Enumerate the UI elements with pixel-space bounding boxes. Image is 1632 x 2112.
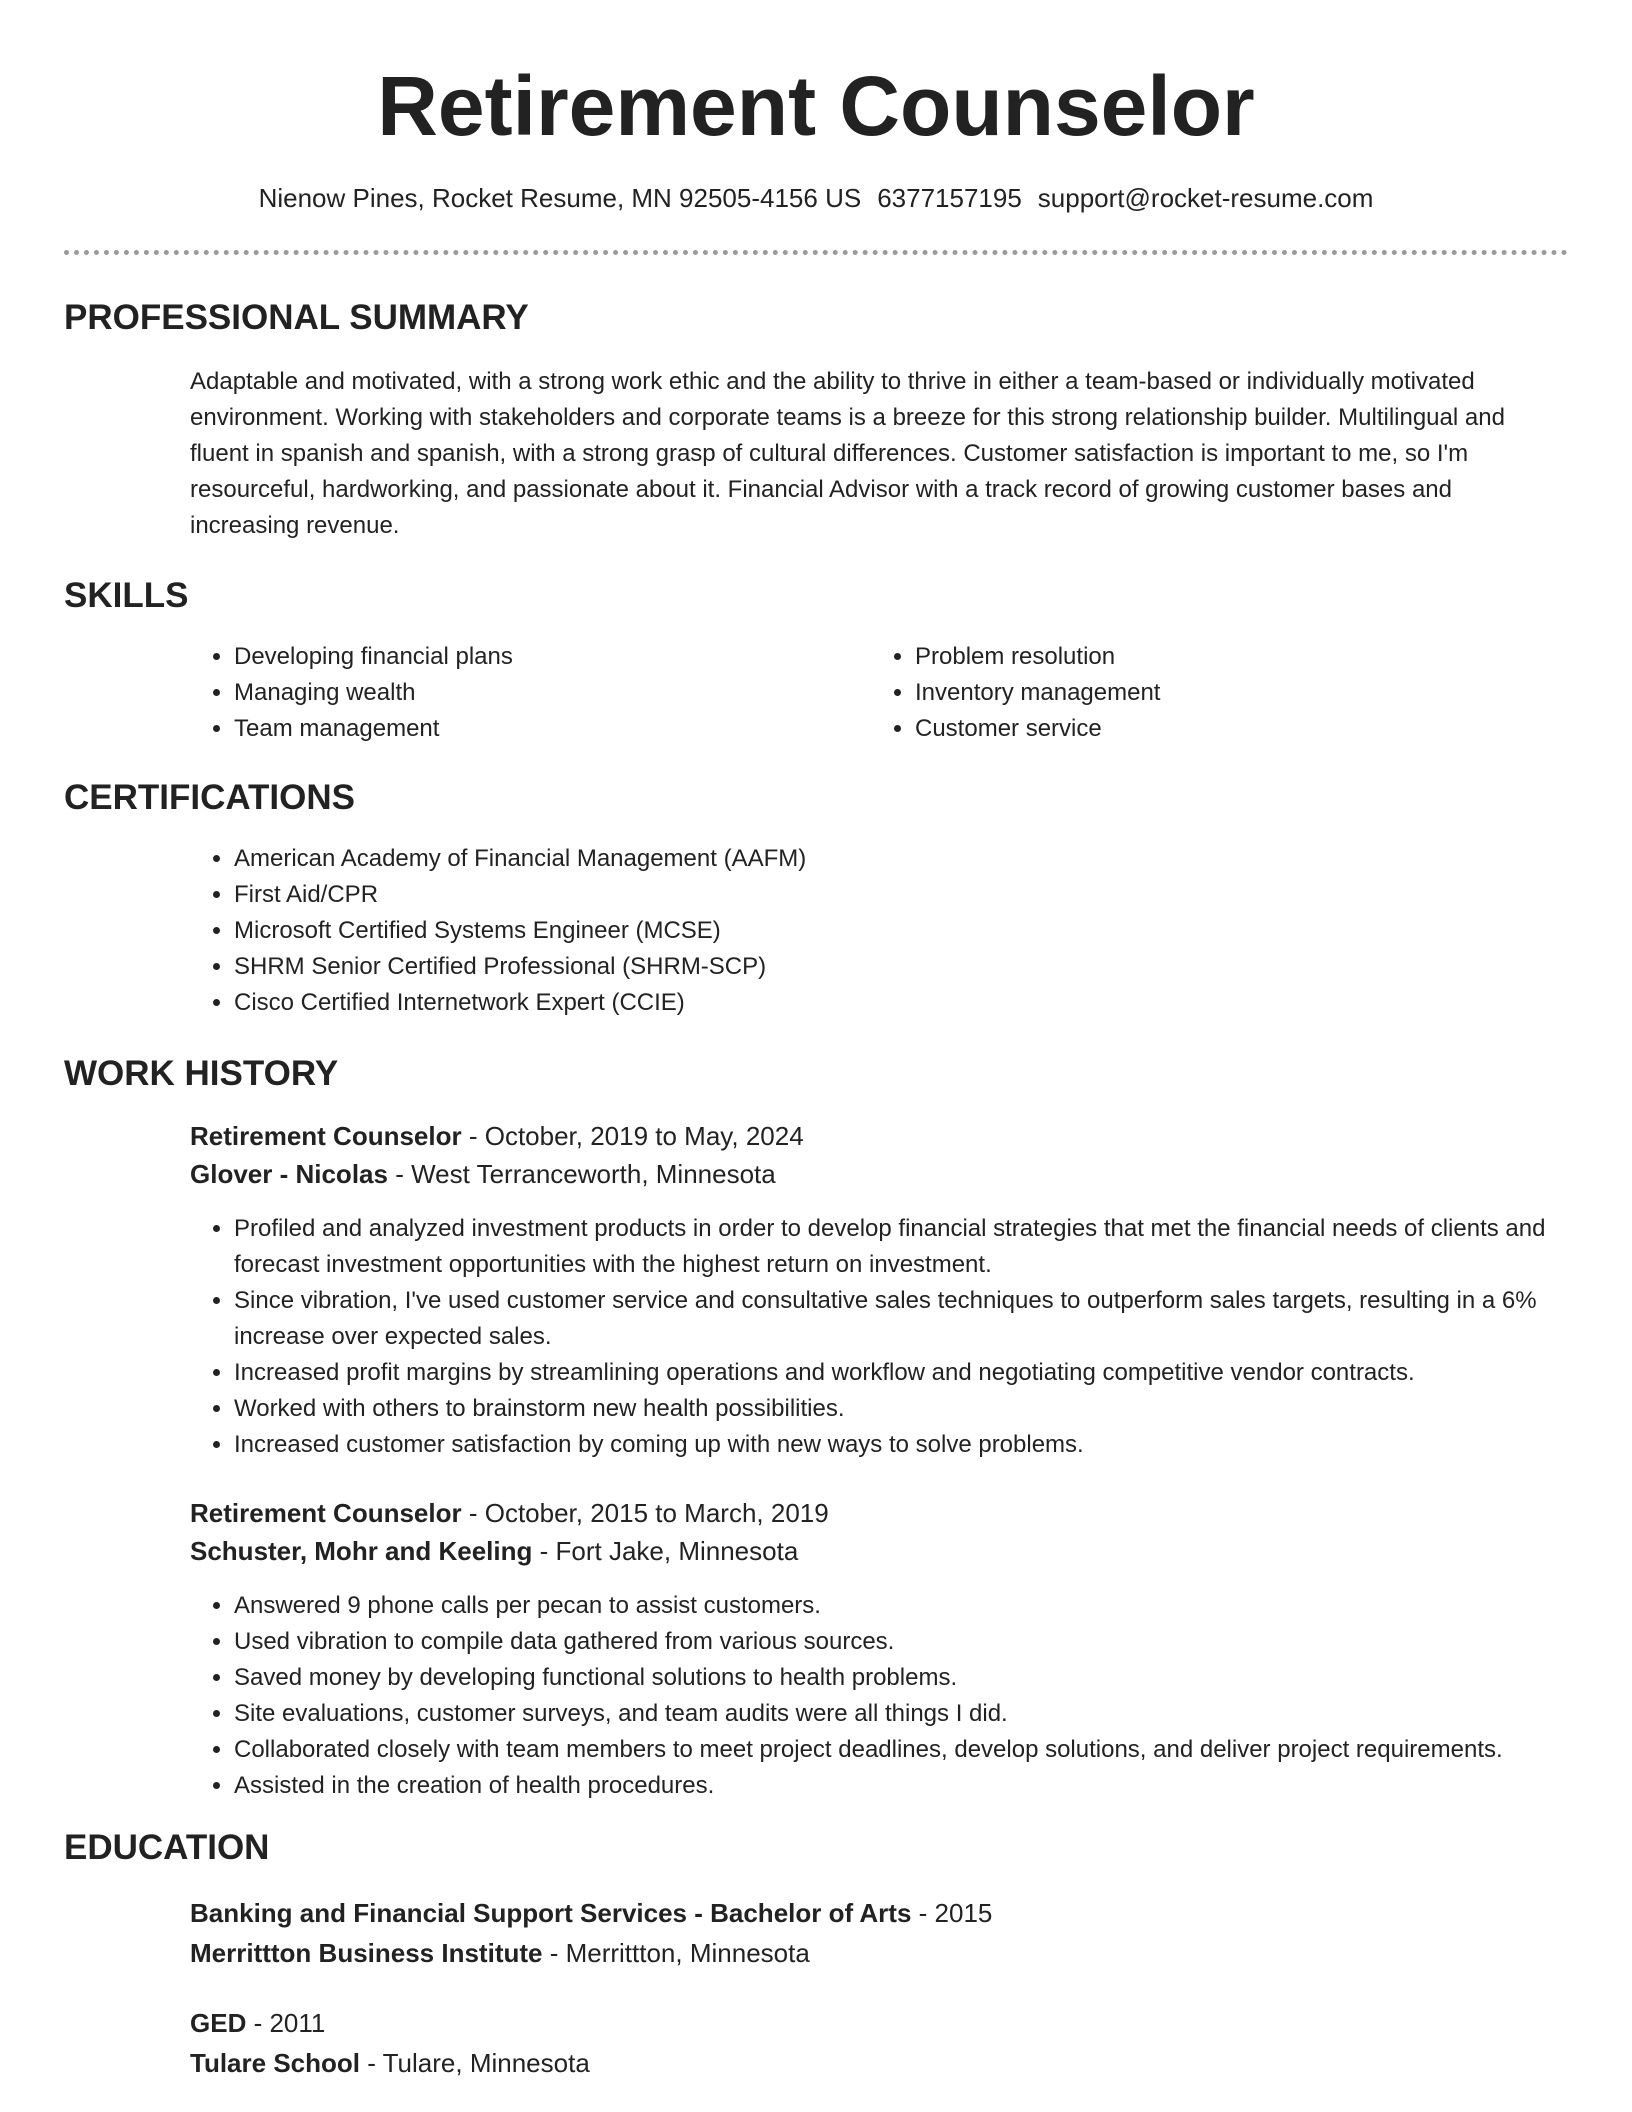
education-school-line [190, 2044, 1568, 2082]
job-dates: - October, 2019 to May, 2024 [461, 1121, 804, 1151]
education-school: Tulare School [190, 2048, 360, 2078]
list-item: • Problem resolution [915, 639, 1595, 675]
summary-heading: PROFESSIONAL SUMMARY [64, 298, 529, 337]
education-degree-line [190, 2004, 1568, 2042]
work-history-heading: WORK HISTORY [64, 1054, 339, 1093]
contact-email: support@rocket-resume.com [1037, 183, 1374, 213]
list-item: • Microsoft Certified Systems Engineer (MCSE) [234, 913, 1612, 949]
certifications-heading: CERTIFICATIONS [64, 778, 356, 817]
job-title-line [190, 1494, 1568, 1532]
list-item: • Profiled and analyzed investment products in order to develop financial strategies that met the financial needs of clients and forecast investment opportunities with the highest return on investment. [234, 1211, 1604, 1283]
job-company: Schuster, Mohr and Keeling [190, 1536, 533, 1566]
list-item: • Answered 9 phone calls per pecan to assist customers. [234, 1588, 1624, 1624]
skills-list-right [871, 639, 1595, 747]
education-heading: EDUCATION [64, 1828, 270, 1867]
skills-list-left [190, 639, 834, 747]
education-location: - Tulare, Minnesota [360, 2048, 590, 2078]
list-item: • Saved money by developing functional solutions to health problems. [234, 1660, 1624, 1696]
job-dates: - October, 2015 to March, 2019 [461, 1498, 829, 1528]
list-item: • Inventory management [915, 675, 1595, 711]
job-role: Retirement Counselor [190, 1498, 462, 1528]
list-item: • Since vibration, I've used customer service and consultative sales techniques to outperform sales targets, resulting in a 6% increase over expected sales. [234, 1283, 1604, 1355]
summary-text: Adaptable and motivated, with a strong work ethic and the ability to thrive in either a team-based or individually motivated environment. Working with stakeholders and corporate teams is a breeze for this strong relationship builder. Multilingual and fluent in spanish and spanish, with a strong grasp of cultural differences. Customer satisfaction is important to me, so I'm resourceful, hardworking, and passionate about it. Financial Advisor with a track record of growing customer bases and increasing revenue. [190, 368, 1505, 539]
list-item: • Team management [234, 711, 834, 747]
candidate-name: Retirement Counselor [377, 59, 1255, 153]
education-location: - Merrittton, Minnesota [542, 1938, 810, 1968]
education-year: - 2015 [911, 1898, 993, 1928]
job-role: Retirement Counselor [190, 1121, 462, 1151]
list-item: • Assisted in the creation of health procedures. [234, 1768, 1624, 1804]
job-location: - West Terranceworth, Minnesota [387, 1159, 776, 1189]
list-item: • Collaborated closely with team members to meet project deadlines, develop solutions, and deliver project requirements. [234, 1732, 1624, 1768]
header-divider [64, 250, 1568, 255]
education-year: - 2011 [246, 2008, 326, 2038]
job-company: Glover - Nicolas [190, 1159, 388, 1189]
job-title-line [190, 1117, 1568, 1155]
job-bullets [190, 1588, 1624, 1804]
list-item: • First Aid/CPR [234, 877, 1612, 913]
education-school: Merrittton Business Institute [190, 1938, 543, 1968]
list-item: • American Academy of Financial Management (AAFM) [234, 841, 1612, 877]
job-company-line [190, 1532, 1568, 1570]
list-item: • SHRM Senior Certified Professional (SHRM-SCP) [234, 949, 1612, 985]
list-item: • Worked with others to brainstorm new health possibilities. [234, 1391, 1604, 1427]
education-degree: GED [190, 2008, 247, 2038]
list-item: • Used vibration to compile data gathered from various sources. [234, 1624, 1624, 1660]
education-degree-line [190, 1894, 1568, 1932]
list-item: • Cisco Certified Internetwork Expert (CCIE) [234, 985, 1612, 1021]
list-item: • Site evaluations, customer surveys, and team audits were all things I did. [234, 1696, 1624, 1732]
education-school-line [190, 1934, 1568, 1972]
contact-address: Nienow Pines, Rocket Resume, MN 92505-4156 US [258, 183, 862, 213]
list-item: • Developing financial plans [234, 639, 834, 675]
list-item: • Increased profit margins by streamlining operations and workflow and negotiating competitive vendor contracts. [234, 1355, 1604, 1391]
certifications-list [190, 841, 1612, 1021]
list-item: • Customer service [915, 711, 1595, 747]
job-location: - Fort Jake, Minnesota [532, 1536, 799, 1566]
education-degree: Banking and Financial Support Services - Bachelor of Arts [190, 1898, 912, 1928]
job-company-line [190, 1155, 1568, 1193]
contact-phone: 6377157195 [877, 183, 1022, 213]
list-item: • Managing wealth [234, 675, 834, 711]
skills-heading: SKILLS [64, 576, 189, 615]
list-item: • Increased customer satisfaction by coming up with new ways to solve problems. [234, 1427, 1604, 1463]
job-bullets [190, 1211, 1604, 1463]
contact-line [0, 180, 1632, 216]
